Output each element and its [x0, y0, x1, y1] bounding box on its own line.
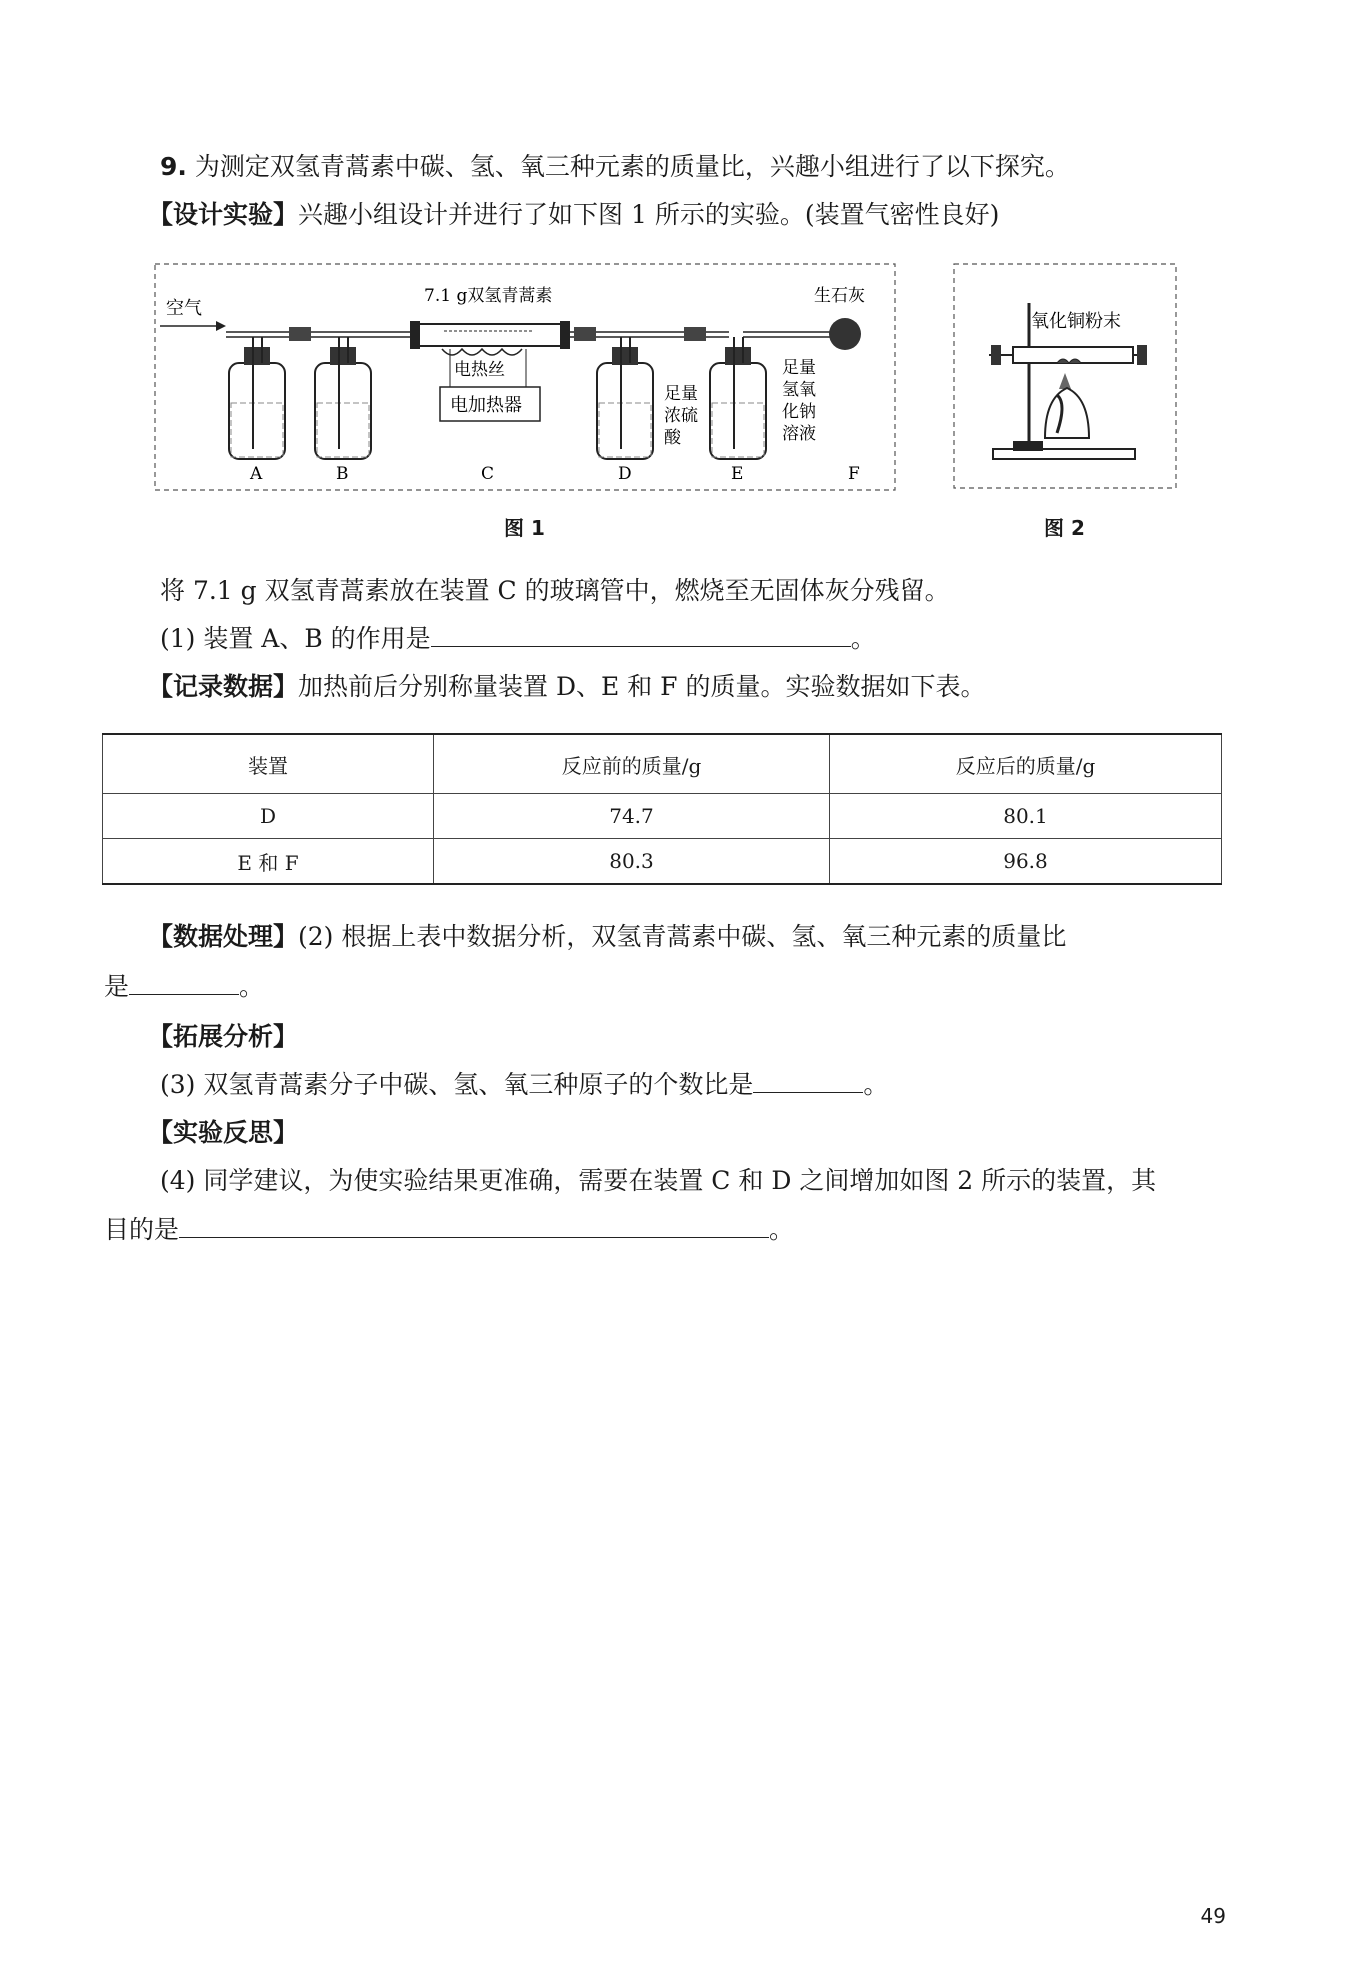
header-after: 反应后的质量/g [830, 734, 1222, 794]
q3-end: 。 [863, 1070, 889, 1099]
design-line [148, 198, 999, 232]
figure-2-apparatus [953, 263, 1177, 489]
q2-end: 。 [239, 972, 265, 1001]
bottle-e [710, 337, 766, 459]
stem-text: 为测定双氢青蒿素中碳、氢、氧三种元素的质量比，兴趣小组进行了以下探究。 [194, 152, 1070, 181]
table-row [103, 839, 1222, 885]
acid-label-1: 足量 [664, 384, 698, 404]
air-label: 空气 [166, 298, 202, 319]
record-line [148, 670, 985, 704]
q4-answer-blank[interactable] [179, 1215, 769, 1238]
header-apparatus: 装置 [103, 734, 434, 794]
question-2-line-2 [104, 970, 264, 1004]
q2-answer-blank[interactable] [129, 972, 239, 995]
cuo-label: 氧化铜粉末 [1031, 311, 1121, 332]
bottle-d [597, 337, 653, 459]
letter-e: E [731, 464, 744, 484]
q4-start: 目的是 [104, 1215, 180, 1244]
naoh-label-3: 化钠 [782, 402, 816, 422]
question-3 [160, 1068, 888, 1102]
question-4-line-1: (4) 同学建议，为使实验结果更准确，需要在装置 C 和 D 之间增加如图 2 所示的装置，其 [160, 1166, 1157, 1195]
letter-c: C [481, 464, 495, 484]
q2-start: 是 [104, 972, 130, 1001]
naoh-label-1: 足量 [782, 358, 816, 378]
figure-2-caption: 图 2 [1044, 516, 1085, 540]
lime-label: 生石灰 [814, 286, 865, 306]
sample-label: 7.1 g双氢青蒿素 [424, 286, 553, 306]
cell-apparatus: E 和 F [103, 839, 434, 885]
question-2-line-1 [148, 920, 1066, 954]
letter-b: B [336, 464, 349, 484]
figure-1-caption: 图 1 [504, 516, 545, 540]
q3-answer-blank[interactable] [753, 1070, 863, 1093]
procedure-text: 将 7.1 g 双氢青蒿素放在装置 C 的玻璃管中，燃烧至无固体灰分残留。 [160, 576, 950, 605]
question-4-line-2 [104, 1213, 794, 1247]
record-label: 【记录数据】 [148, 672, 299, 701]
wire-label: 电热丝 [454, 360, 505, 380]
q2-text: (2) 根据上表中数据分析，双氢青蒿素中碳、氢、氧三种元素的质量比 [298, 922, 1067, 951]
letter-a: A [250, 464, 263, 484]
q4-end: 。 [769, 1215, 795, 1244]
design-label: 【设计实验】 [148, 200, 299, 229]
acid-label-2: 浓硫 [664, 406, 698, 426]
process-label: 【数据处理】 [148, 922, 299, 951]
bottle-b [315, 337, 371, 459]
naoh-label-4: 溶液 [782, 424, 816, 444]
cell-before: 80.3 [434, 839, 830, 885]
table-row [103, 794, 1222, 839]
acid-label-3: 酸 [664, 428, 681, 448]
record-text: 加热前后分别称量装置 D、E 和 F 的质量。实验数据如下表。 [298, 672, 986, 701]
naoh-label-2: 氢氧 [782, 380, 816, 400]
reflect-label: 【实验反思】 [148, 1118, 299, 1147]
header-before: 反应前的质量/g [434, 734, 830, 794]
q1-end: 。 [850, 624, 876, 653]
question-1 [160, 622, 876, 656]
cell-after: 80.1 [830, 794, 1222, 839]
cell-before: 74.7 [434, 794, 830, 839]
design-text: 兴趣小组设计并进行了如下图 1 所示的实验。(装置气密性良好) [298, 200, 1000, 229]
figure-1-apparatus [154, 263, 896, 491]
extend-label: 【拓展分析】 [148, 1022, 299, 1051]
question-number: 9. [160, 152, 187, 181]
page-number: 49 [1200, 1904, 1226, 1928]
letter-d: D [618, 464, 632, 484]
question-stem [160, 150, 1070, 184]
q1-answer-blank[interactable] [431, 624, 851, 647]
table-header-row [103, 734, 1222, 794]
q3-text: (3) 双氢青蒿素分子中碳、氢、氧三种原子的个数比是 [160, 1070, 754, 1099]
drying-tube-f [829, 318, 861, 350]
q1-text: (1) 装置 A、B 的作用是 [160, 624, 431, 653]
bottle-a [229, 337, 285, 459]
cell-apparatus: D [103, 794, 434, 839]
cell-after: 96.8 [830, 839, 1222, 885]
letter-f: F [848, 464, 860, 484]
heater-label: 电加热器 [450, 395, 522, 416]
mass-data-table [102, 733, 1222, 885]
